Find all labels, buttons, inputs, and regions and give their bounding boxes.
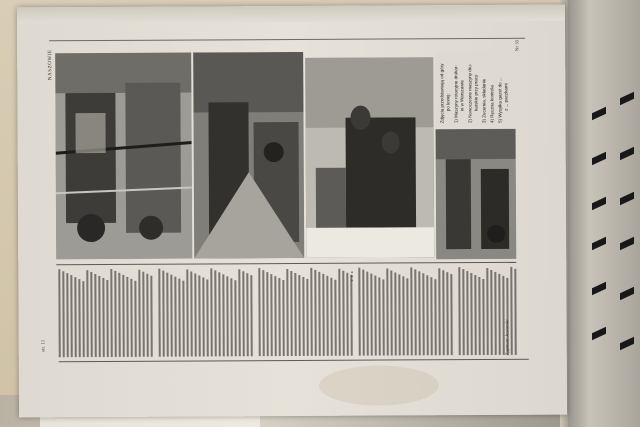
text-line xyxy=(58,269,60,357)
photo-caption xyxy=(435,51,513,127)
text-line xyxy=(66,273,68,357)
section-mark: * * * xyxy=(351,270,357,282)
header-rule xyxy=(49,38,525,41)
text-line xyxy=(82,281,84,357)
text-line xyxy=(166,273,168,357)
text-line xyxy=(70,275,72,357)
photo-workers xyxy=(305,57,434,258)
text-line xyxy=(210,268,212,356)
text-line xyxy=(322,274,324,356)
text-line xyxy=(130,279,132,357)
text-line xyxy=(450,274,452,355)
text-line xyxy=(414,269,416,355)
text-line xyxy=(438,268,440,355)
article-column-2 xyxy=(158,268,252,356)
text-line xyxy=(134,281,136,357)
binder-tab-icon xyxy=(592,107,606,121)
text-line xyxy=(102,278,104,357)
text-line xyxy=(442,270,444,355)
text-line xyxy=(334,280,336,356)
text-line xyxy=(314,270,316,356)
text-line xyxy=(486,268,488,355)
article-signature: Zygmunt Jeziorski xyxy=(504,319,510,356)
text-line xyxy=(174,277,176,357)
text-line xyxy=(394,272,396,355)
text-line xyxy=(262,270,264,356)
binder-tab-icon xyxy=(620,147,634,161)
text-line xyxy=(182,281,184,357)
text-line xyxy=(118,273,120,357)
text-line xyxy=(402,276,404,355)
newspaper-page xyxy=(17,5,567,418)
text-line xyxy=(114,271,116,357)
text-line xyxy=(158,269,160,357)
text-line xyxy=(234,280,236,356)
binder-tab-icon xyxy=(620,192,634,206)
text-line xyxy=(298,275,300,356)
text-line xyxy=(378,278,380,356)
text-line xyxy=(218,272,220,356)
text-line xyxy=(278,278,280,356)
binder-tab-icon xyxy=(592,327,606,341)
text-line xyxy=(282,280,284,356)
text-line xyxy=(350,275,352,356)
masthead: NASZOWIE xyxy=(48,49,54,81)
text-line xyxy=(202,277,204,356)
photo-machine-hall xyxy=(193,52,304,259)
photo-workers-image xyxy=(305,57,434,258)
text-line xyxy=(86,270,88,357)
text-line xyxy=(98,276,100,357)
caption-line: 4) Ręczna kontrola xyxy=(489,85,495,123)
text-line xyxy=(494,272,496,355)
caption-line: karskie przy pracy xyxy=(473,74,479,112)
caption-line: ni w Warszawie xyxy=(459,80,465,112)
text-line xyxy=(142,272,144,357)
text-line xyxy=(190,272,192,357)
caption-line: 2) Nowoczesne maszyny dru- xyxy=(467,63,473,124)
text-line xyxy=(422,273,424,355)
binder-tab-icon xyxy=(592,197,606,211)
text-line xyxy=(186,270,188,357)
text-line xyxy=(466,271,468,355)
text-line xyxy=(270,274,272,356)
text-line xyxy=(490,270,492,355)
text-line xyxy=(406,278,408,355)
caption-line: Zdjęcia przedstawiają od góry xyxy=(439,63,445,124)
binder-tab-icon xyxy=(592,282,606,296)
text-line xyxy=(62,271,64,357)
binder-tab-icon xyxy=(620,337,634,351)
text-line xyxy=(430,277,432,355)
binder-tab-icon xyxy=(620,92,634,106)
page-number-side: str. 11 xyxy=(40,339,46,352)
text-line xyxy=(230,278,232,356)
text-line xyxy=(222,274,224,356)
text-line xyxy=(138,270,140,357)
page-fold xyxy=(17,5,565,24)
text-line xyxy=(266,272,268,356)
text-line xyxy=(498,274,500,355)
text-line xyxy=(338,269,340,356)
text-line xyxy=(326,276,328,356)
text-line xyxy=(226,276,228,356)
text-line xyxy=(126,277,128,357)
text-line xyxy=(374,276,376,356)
text-line xyxy=(426,275,428,355)
text-line xyxy=(478,277,480,355)
text-line xyxy=(446,272,448,355)
text-line xyxy=(170,275,172,357)
paper-stain xyxy=(319,365,439,406)
text-line xyxy=(242,271,244,356)
text-line xyxy=(194,274,196,357)
text-line xyxy=(250,275,252,356)
text-line xyxy=(290,271,292,356)
text-line xyxy=(246,273,248,356)
binder-tab-icon xyxy=(592,152,606,166)
text-line xyxy=(90,272,92,357)
text-line xyxy=(238,269,240,356)
text-line xyxy=(302,277,304,356)
text-line xyxy=(162,271,164,357)
article-column-4 xyxy=(358,267,452,355)
text-line xyxy=(318,272,320,356)
binder xyxy=(568,0,640,427)
text-line xyxy=(418,271,420,355)
text-line xyxy=(398,274,400,355)
text-line xyxy=(482,279,484,355)
text-line xyxy=(410,267,412,355)
photo-printing-machines-image xyxy=(55,53,192,260)
article-column-1 xyxy=(58,269,152,357)
text-line xyxy=(386,268,388,355)
bottom-rule xyxy=(59,359,529,362)
text-line xyxy=(366,272,368,356)
article-column-5 xyxy=(458,267,518,355)
text-line xyxy=(306,279,308,356)
text-line xyxy=(146,274,148,357)
text-line xyxy=(150,276,152,357)
text-line xyxy=(362,270,364,356)
text-line xyxy=(294,273,296,356)
caption-line: z ... paczkami xyxy=(503,83,509,111)
text-line xyxy=(462,269,464,355)
text-line xyxy=(346,273,348,356)
binder-tab-icon xyxy=(620,287,634,301)
text-line xyxy=(78,279,80,357)
caption-line: 1) Maszyny rotacyjne drukar- xyxy=(453,65,459,124)
text-line xyxy=(342,271,344,356)
caption-line: po lewej: xyxy=(445,93,451,112)
photo-text-divider xyxy=(56,262,516,265)
text-line xyxy=(358,268,360,356)
text-line xyxy=(382,280,384,356)
page-number-top: Nr 35 xyxy=(514,39,520,52)
text-line xyxy=(178,279,180,357)
text-line xyxy=(458,267,460,355)
text-line xyxy=(310,268,312,356)
text-line xyxy=(434,279,436,355)
text-line xyxy=(510,267,512,355)
text-line xyxy=(514,269,516,355)
text-line xyxy=(330,278,332,356)
text-line xyxy=(370,274,372,356)
text-line xyxy=(122,275,124,357)
photo-machine-hall-image xyxy=(193,52,304,259)
text-line xyxy=(94,274,96,357)
binder-tab-icon xyxy=(592,237,606,251)
photo-dispatch xyxy=(436,129,517,259)
photo-printing-machines xyxy=(55,53,192,260)
text-line xyxy=(214,270,216,356)
text-line xyxy=(110,269,112,357)
caption-line: 5) Wysyłka gazet do ... xyxy=(497,77,503,123)
text-line xyxy=(274,276,276,356)
text-line xyxy=(390,270,392,355)
caption-line: 3) Zecernia, składanie xyxy=(481,78,487,124)
text-line xyxy=(470,273,472,355)
binder-tab-icon xyxy=(620,237,634,251)
text-line xyxy=(286,269,288,356)
text-line xyxy=(206,279,208,356)
text-line xyxy=(198,275,200,356)
text-line xyxy=(474,275,476,355)
text-line xyxy=(74,277,76,357)
photo-dispatch-image xyxy=(436,129,517,259)
text-line xyxy=(106,280,108,357)
text-line xyxy=(258,268,260,356)
article-column-3 xyxy=(258,268,352,356)
